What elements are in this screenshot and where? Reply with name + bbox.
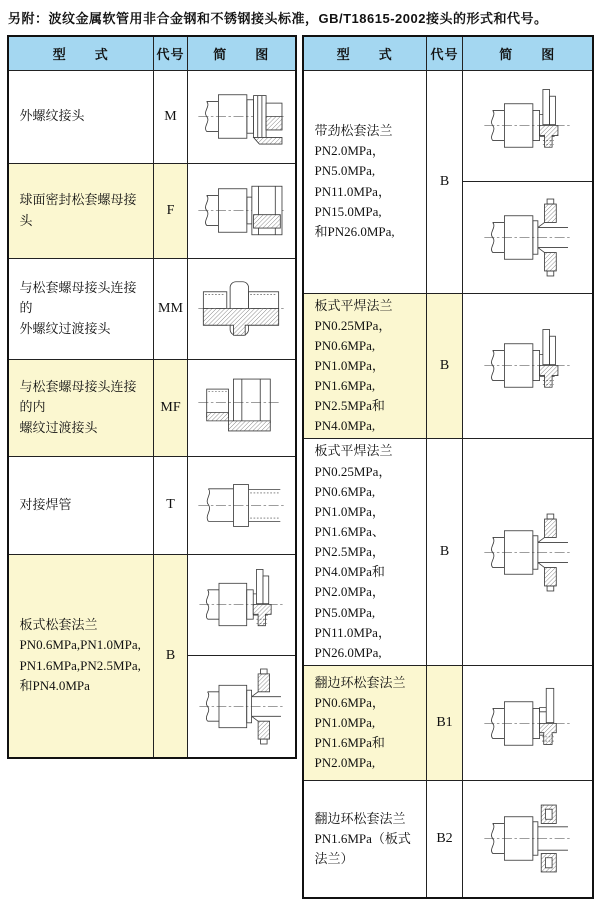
row-type: 板式平焊法兰 PN0.25MPa，PN0.6MPa, PN1.0MPa，PN1.6MPa、 PN2.5MPa，PN4.0MPa和 PN2.0MPa，PN5.0MPa, PN11.0MPa，PN26.0MPa, (303, 439, 427, 666)
row-type: 板式松套法兰 PN0.6MPa,PN1.0MPa, PN1.6MPa,PN2.5MPa, 和PN4.0MPa (8, 554, 154, 758)
diagram-half (188, 555, 295, 656)
row-code: B (154, 554, 188, 758)
right-fitting-table (302, 35, 594, 899)
row-diagram-cell (463, 439, 593, 666)
neck-loose-flange-bottom-diagram (481, 199, 573, 276)
row-type: 外螺纹接头 (8, 70, 154, 163)
col-header-code: 代号 (154, 36, 188, 70)
table-row (303, 781, 593, 898)
table-row (8, 163, 296, 258)
row-diagram-cell (188, 359, 296, 456)
row-type: 板式平焊法兰 PN0.25MPa，PN0.6MPa, PN1.0MPa，PN1.6MPa, PN2.5MPa和PN4.0MPa, (303, 293, 427, 439)
page-title: 另附：波纹金属软管用非合金钢和不锈钢接头标准，GB/T18615-2002接头的形式和代号。 (8, 11, 548, 26)
row-type: 与松套螺母接头连接的 外螺纹过渡接头 (8, 258, 154, 359)
row-diagram-cell (463, 666, 593, 781)
row-diagram-cell (188, 70, 296, 163)
row-code: F (154, 163, 188, 258)
row-diagram-cell (463, 781, 593, 898)
row-diagram-cell (463, 70, 593, 293)
row-type: 对接焊管 (8, 456, 154, 554)
butt-weld-pipe-diagram (195, 467, 287, 544)
header-row (8, 36, 296, 70)
row-diagram-cell (188, 554, 296, 758)
row-code: M (154, 70, 188, 163)
row-code: B2 (427, 781, 463, 898)
table-row (8, 359, 296, 456)
tables-container (4, 35, 596, 899)
col-header-code: 代号 (427, 36, 463, 70)
table-row (8, 554, 296, 758)
row-code: B (427, 70, 463, 293)
row-code: MM (154, 258, 188, 359)
col-header-type: 型 式 (303, 36, 427, 70)
table-row (303, 293, 593, 439)
row-code: B1 (427, 666, 463, 781)
table-row (8, 70, 296, 163)
row-diagram-cell (463, 293, 593, 439)
col-header-diagram: 简 图 (463, 36, 593, 70)
table-row (303, 666, 593, 781)
table-row (8, 456, 296, 554)
diagram-half (463, 71, 592, 182)
header-row (303, 36, 593, 70)
row-code: B (427, 439, 463, 666)
row-type: 带劲松套法兰 PN2.0MPa，PN5.0MPa, PN11.0MPa，PN15.0MPa, 和PN26.0MPa, (303, 70, 427, 293)
table-row (303, 70, 593, 293)
neck-loose-flange-top-diagram (481, 87, 573, 164)
plate-loose-flange-top-diagram (196, 567, 286, 642)
row-diagram-cell (188, 456, 296, 554)
spherical-seal-loose-nut-fitting-diagram (195, 172, 287, 249)
table-row (303, 439, 593, 666)
row-diagram-cell (188, 258, 296, 359)
plate-loose-flange-bottom-diagram (196, 669, 286, 744)
flanged-ring-loose-flange-diagram (481, 685, 573, 762)
male-female-adapter-diagram (195, 369, 287, 446)
row-code: T (154, 456, 188, 554)
col-header-type: 型 式 (8, 36, 154, 70)
row-diagram-cell (188, 163, 296, 258)
row-type: 翻边环松套法兰 PN1.6MPa（板式法兰） (303, 781, 427, 898)
row-code: MF (154, 359, 188, 456)
row-code: B (427, 293, 463, 439)
table-row (8, 258, 296, 359)
plate-weld-flange-diagram (481, 327, 573, 404)
male-male-adapter-diagram (195, 270, 287, 347)
row-type: 球面密封松套螺母接头 (8, 163, 154, 258)
diagram-half (188, 655, 295, 757)
plate-weld-flange-multi-diagram (481, 514, 573, 591)
diagram-half (463, 181, 592, 293)
external-thread-fitting-diagram (195, 78, 287, 155)
col-header-diagram: 简 图 (188, 36, 296, 70)
flanged-ring-plate-flange-diagram (481, 800, 573, 877)
left-fitting-table (7, 35, 297, 759)
row-type: 翻边环松套法兰 PN0.6MPa，PN1.0MPa, PN1.6MPa和PN2.0MPa, (303, 666, 427, 781)
row-type: 与松套螺母接头连接的内 螺纹过渡接头 (8, 359, 154, 456)
